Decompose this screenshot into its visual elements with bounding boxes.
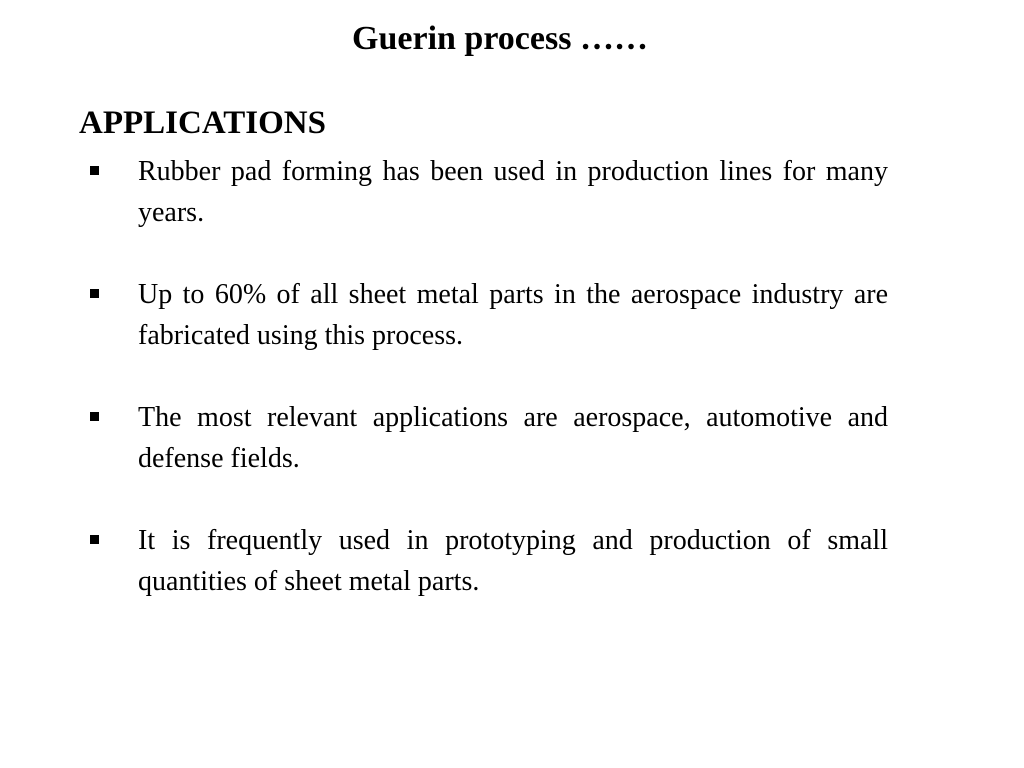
square-bullet-icon bbox=[90, 535, 99, 544]
bullet-text: The most relevant applications are aerospace, automotive and defense fields. bbox=[138, 402, 888, 474]
bullet-text: Rubber pad forming has been used in production lines for many years. bbox=[138, 156, 888, 228]
square-bullet-icon bbox=[90, 412, 99, 421]
section-heading: APPLICATIONS bbox=[79, 105, 326, 141]
bullet-list bbox=[88, 151, 888, 643]
bullet-item bbox=[88, 520, 888, 602]
bullet-item bbox=[88, 274, 888, 356]
bullet-item bbox=[88, 151, 888, 233]
square-bullet-icon bbox=[90, 166, 99, 175]
bullet-text: It is frequently used in prototyping and production of small quantities of sheet metal parts. bbox=[138, 525, 888, 597]
square-bullet-icon bbox=[90, 289, 99, 298]
bullet-item bbox=[88, 397, 888, 479]
slide-title: Guerin process …… bbox=[352, 20, 648, 57]
bullet-text: Up to 60% of all sheet metal parts in the aerospace industry are fabricated using this process. bbox=[138, 279, 888, 351]
